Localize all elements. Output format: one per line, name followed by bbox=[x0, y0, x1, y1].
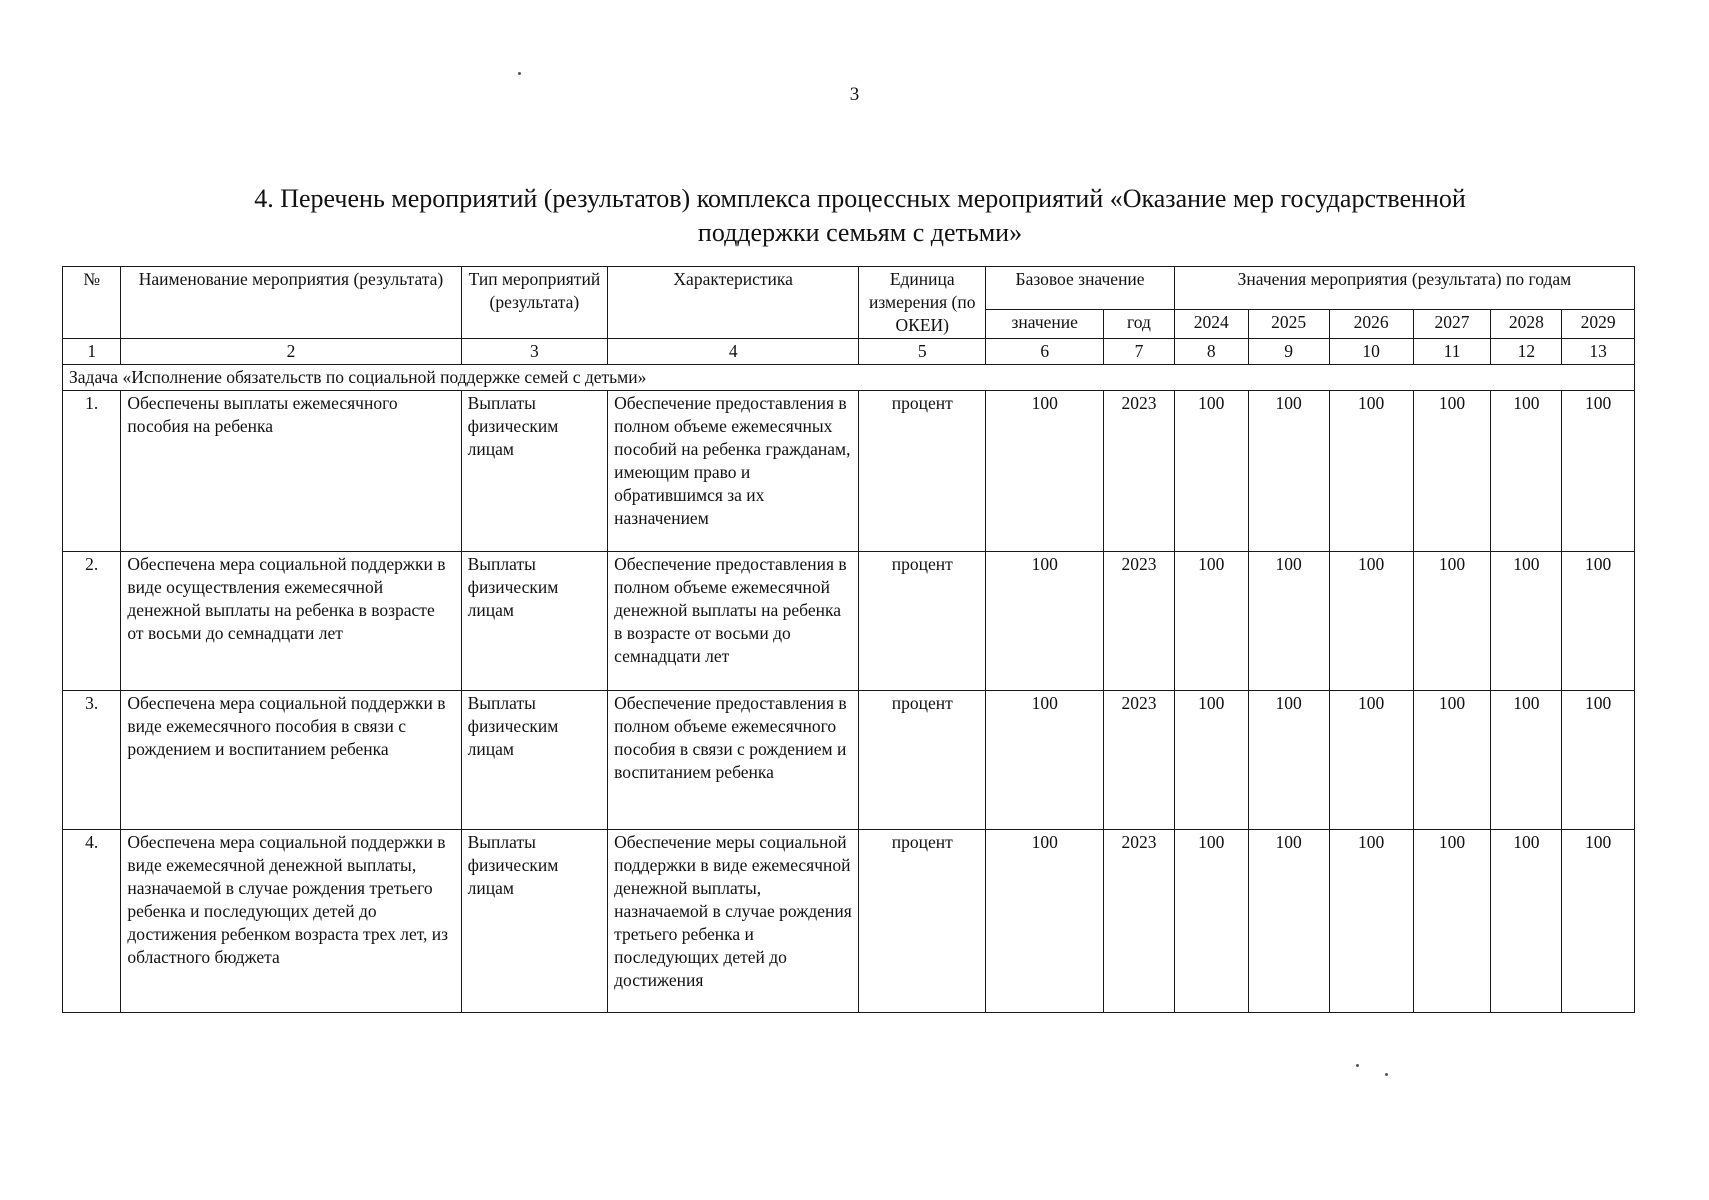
column-number: 13 bbox=[1562, 339, 1635, 365]
header-unit: Единица измерения (по ОКЕИ) bbox=[859, 267, 986, 339]
measure-name: Обеспечены выплаты ежемесячного пособия на ребенка bbox=[121, 391, 461, 552]
table-row bbox=[63, 691, 1635, 830]
measure-name: Обеспечена мера социальной поддержки в виде ежемесячного пособия в связи с рождением и воспитанием ребенка bbox=[121, 691, 461, 830]
column-number: 7 bbox=[1104, 339, 1175, 365]
year-value: 100 bbox=[1413, 691, 1491, 830]
row-number: 3. bbox=[63, 691, 121, 830]
year-value: 100 bbox=[1491, 691, 1562, 830]
year-value: 100 bbox=[1562, 830, 1635, 1013]
measure-unit: процент bbox=[859, 830, 986, 1013]
year-value: 100 bbox=[1413, 830, 1491, 1013]
table-row bbox=[63, 391, 1635, 552]
column-number: 10 bbox=[1329, 339, 1413, 365]
header-values-by-years: Значения мероприятия (результата) по годам bbox=[1174, 267, 1634, 310]
year-value: 100 bbox=[1413, 552, 1491, 691]
header-year: 2029 bbox=[1562, 310, 1635, 339]
column-number: 8 bbox=[1174, 339, 1248, 365]
base-year: 2023 bbox=[1104, 391, 1175, 552]
measure-unit: процент bbox=[859, 391, 986, 552]
year-value: 100 bbox=[1248, 552, 1329, 691]
header-name: Наименование мероприятия (результата) bbox=[121, 267, 461, 339]
year-value: 100 bbox=[1174, 830, 1248, 1013]
column-number: 3 bbox=[461, 339, 608, 365]
header-year: 2026 bbox=[1329, 310, 1413, 339]
header-base-value: значение bbox=[986, 310, 1104, 339]
year-value: 100 bbox=[1248, 830, 1329, 1013]
base-year: 2023 bbox=[1104, 830, 1175, 1013]
measure-type: Выплаты физическим лицам bbox=[461, 552, 608, 691]
measures-table bbox=[62, 266, 1635, 1013]
table-row bbox=[63, 552, 1635, 691]
year-value: 100 bbox=[1491, 830, 1562, 1013]
column-number: 4 bbox=[608, 339, 859, 365]
task-title: Задача «Исполнение обязательств по социальной поддержке семей с детьми» bbox=[63, 365, 1635, 391]
year-value: 100 bbox=[1413, 391, 1491, 552]
measure-name: Обеспечена мера социальной поддержки в виде осуществления ежемесячной денежной выплаты на ребенка в возрасте от восьми до семнадцати лет bbox=[121, 552, 461, 691]
year-value: 100 bbox=[1491, 552, 1562, 691]
measure-type: Выплаты физическим лицам bbox=[461, 391, 608, 552]
measure-type: Выплаты физическим лицам bbox=[461, 691, 608, 830]
header-year: 2024 bbox=[1174, 310, 1248, 339]
header-no: № bbox=[63, 267, 121, 339]
year-value: 100 bbox=[1562, 552, 1635, 691]
year-value: 100 bbox=[1562, 691, 1635, 830]
header-year: 2027 bbox=[1413, 310, 1491, 339]
title-line-1: 4. Перечень мероприятий (результатов) комплекса процессных мероприятий «Оказание мер государственной bbox=[254, 184, 1466, 213]
measure-name: Обеспечена мера социальной поддержки в виде ежемесячной денежной выплаты, назначаемой в случае рождения третьего ребенка и последующих детей до достижения ребенком возраста трех лет, из областного бюджета bbox=[121, 830, 461, 1013]
measure-characteristic: Обеспечение предоставления в полном объеме ежемесячной денежной выплаты на ребенка в возрасте от восьми до семнадцати лет bbox=[608, 552, 859, 691]
year-value: 100 bbox=[1174, 552, 1248, 691]
base-value: 100 bbox=[986, 391, 1104, 552]
year-value: 100 bbox=[1329, 552, 1413, 691]
year-value: 100 bbox=[1562, 391, 1635, 552]
measure-characteristic: Обеспечение меры социальной поддержки в виде ежемесячной денежной выплаты, назначаемой в случае рождения третьего ребенка и последующих детей до достижения bbox=[608, 830, 859, 1013]
base-year: 2023 bbox=[1104, 552, 1175, 691]
table-row bbox=[63, 830, 1635, 1013]
year-value: 100 bbox=[1329, 830, 1413, 1013]
measure-type: Выплаты физическим лицам bbox=[461, 830, 608, 1013]
measure-unit: процент bbox=[859, 691, 986, 830]
base-year: 2023 bbox=[1104, 691, 1175, 830]
header-year: 2028 bbox=[1491, 310, 1562, 339]
header-row-1 bbox=[63, 267, 1635, 310]
document-title bbox=[120, 182, 1600, 250]
title-line-2: поддержки семьям с детьми» bbox=[697, 218, 1023, 247]
row-number: 4. bbox=[63, 830, 121, 1013]
header-base-year: год bbox=[1104, 310, 1175, 339]
base-value: 100 bbox=[986, 552, 1104, 691]
year-value: 100 bbox=[1329, 391, 1413, 552]
row-number: 1. bbox=[63, 391, 121, 552]
scan-speck bbox=[1356, 1064, 1359, 1067]
year-value: 100 bbox=[1174, 391, 1248, 552]
page-number: 3 bbox=[849, 84, 860, 105]
column-number: 1 bbox=[63, 339, 121, 365]
row-number: 2. bbox=[63, 552, 121, 691]
column-numbers-row bbox=[63, 339, 1635, 365]
column-number: 2 bbox=[121, 339, 461, 365]
column-number: 9 bbox=[1248, 339, 1329, 365]
column-number: 5 bbox=[859, 339, 986, 365]
base-value: 100 bbox=[986, 691, 1104, 830]
header-year: 2025 bbox=[1248, 310, 1329, 339]
year-value: 100 bbox=[1248, 391, 1329, 552]
scan-speck bbox=[518, 72, 521, 75]
measure-unit: процент bbox=[859, 552, 986, 691]
scan-speck bbox=[1385, 1073, 1388, 1076]
base-value: 100 bbox=[986, 830, 1104, 1013]
year-value: 100 bbox=[1248, 691, 1329, 830]
year-value: 100 bbox=[1491, 391, 1562, 552]
column-number: 12 bbox=[1491, 339, 1562, 365]
year-value: 100 bbox=[1174, 691, 1248, 830]
task-row bbox=[63, 365, 1635, 391]
column-number: 6 bbox=[986, 339, 1104, 365]
year-value: 100 bbox=[1329, 691, 1413, 830]
header-characteristic: Характеристика bbox=[608, 267, 859, 339]
measure-characteristic: Обеспечение предоставления в полном объеме ежемесячных пособий на ребенка гражданам, имеющим право и обратившимся за их назначением bbox=[608, 391, 859, 552]
measure-characteristic: Обеспечение предоставления в полном объеме ежемесячного пособия в связи с рождением и воспитанием ребенка bbox=[608, 691, 859, 830]
header-type: Тип мероприятий (результата) bbox=[461, 267, 608, 339]
header-base: Базовое значение bbox=[986, 267, 1175, 310]
column-number: 11 bbox=[1413, 339, 1491, 365]
